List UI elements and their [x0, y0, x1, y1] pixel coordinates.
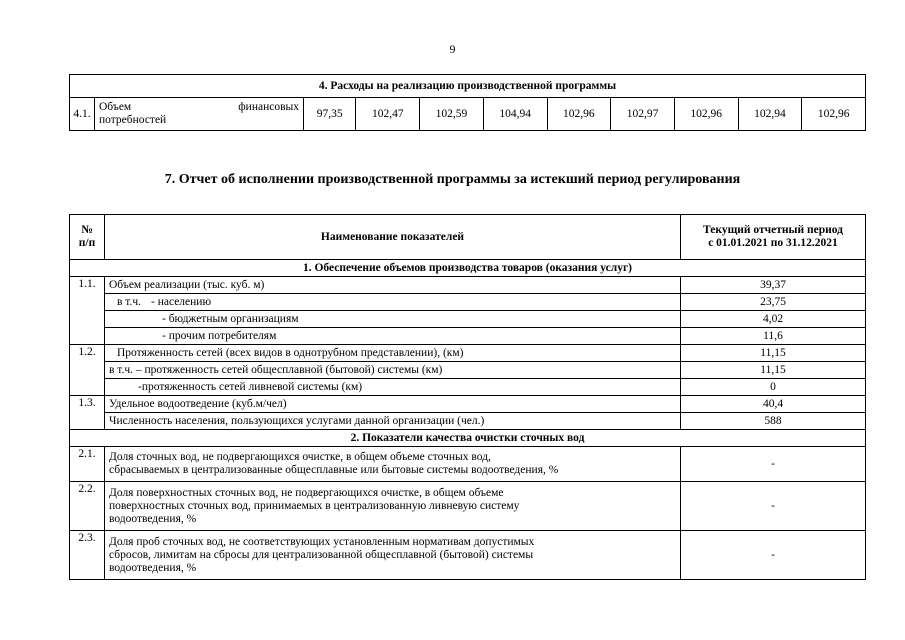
row-value: 588: [681, 413, 866, 430]
row-number: 1.3.: [70, 396, 105, 430]
row-value: 102,96: [674, 98, 738, 131]
row-value: 23,75: [681, 294, 866, 311]
row-name-word: Объем: [99, 101, 132, 113]
expenses-table: [69, 74, 866, 131]
row-value: 11,6: [681, 328, 866, 345]
table-row: [70, 345, 866, 362]
row-number: 1.1.: [70, 277, 105, 345]
row-value: 11,15: [681, 345, 866, 362]
page-number: 9: [449, 42, 456, 56]
table-row: [70, 311, 866, 328]
row-name-line: сбросов, лимитам на сбросы для централизованной общесплавной (бытовой) системы: [109, 548, 534, 561]
row-value: 102,96: [802, 98, 866, 131]
table-row: [70, 447, 866, 482]
table-row: [70, 379, 866, 396]
header-name: Наименование показателей: [105, 215, 681, 260]
row-number: 4.1.: [70, 98, 95, 131]
row-value: 102,94: [738, 98, 802, 131]
row-value: 4,02: [681, 311, 866, 328]
header-period: [681, 215, 866, 260]
row-value: 102,97: [611, 98, 675, 131]
section-heading: 1. Обеспечение объемов производства товаров (оказания услуг): [70, 260, 866, 277]
row-name-line: потребностей: [99, 114, 167, 126]
row-value: 0: [681, 379, 866, 396]
row-name-line: Доля поверхностных сточных вод, не подвергающихся очистке, в общем объеме: [109, 486, 504, 499]
section-row: [70, 430, 866, 447]
row-name-line: водоотведения, %: [109, 512, 197, 525]
table-row: [70, 98, 866, 131]
row-value: 102,59: [420, 98, 484, 131]
row-name-line: Доля проб сточных вод, не соответствующих установленным нормативам допустимых: [109, 535, 535, 548]
row-prefix: в т.ч.: [117, 295, 141, 308]
header-period-line: Текущий отчетный период: [703, 224, 843, 236]
expenses-table-header-row: [70, 75, 866, 98]
row-name: Протяженность сетей (всех видов в однотрубном представлении), (км): [105, 345, 681, 362]
row-name: [105, 531, 681, 580]
row-name: - бюджетным организациям: [105, 311, 681, 328]
table-row: [70, 294, 866, 311]
expenses-table-header: 4. Расходы на реализацию производственной программы: [70, 75, 866, 98]
header-period-line: с 01.01.2021 по 31.12.2021: [708, 237, 838, 249]
section-heading: 2. Показатели качества очистки сточных вод: [70, 430, 866, 447]
row-name: -протяженность сетей ливневой системы (км): [105, 379, 681, 396]
report-table-header-row: [70, 215, 866, 260]
row-number: 1.2.: [70, 345, 105, 396]
table-row: [70, 362, 866, 379]
row-value: 39,37: [681, 277, 866, 294]
header-num: [70, 215, 105, 260]
row-name: [105, 294, 681, 311]
row-name-line: водоотведения, %: [109, 561, 197, 574]
row-value: -: [681, 447, 866, 482]
row-name: в т.ч. – протяженность сетей общесплавной (бытовой) системы (км): [105, 362, 681, 379]
table-row: [70, 531, 866, 580]
table-row: [70, 277, 866, 294]
row-number: 2.1.: [70, 447, 105, 482]
report-table: [69, 214, 866, 580]
row-value: 40,4: [681, 396, 866, 413]
row-value: 104,94: [483, 98, 547, 131]
row-name: Численность населения, пользующихся услугами данной организации (чел.): [105, 413, 681, 430]
row-name-line: сбрасываемых в централизованные общесплавные или бытовые системы водоотведения, %: [109, 464, 559, 476]
table-row: [70, 413, 866, 430]
row-value: -: [681, 531, 866, 580]
section-row: [70, 260, 866, 277]
row-value: 102,47: [356, 98, 420, 131]
row-number: 2.2.: [70, 482, 105, 531]
row-value: -: [681, 482, 866, 531]
row-value: 102,96: [547, 98, 611, 131]
table-row: [70, 396, 866, 413]
row-name-text: - населению: [151, 295, 212, 308]
row-name: [95, 98, 304, 131]
table-row: [70, 482, 866, 531]
row-value: 11,15: [681, 362, 866, 379]
row-name: Удельное водоотведение (куб.м/чел): [105, 396, 681, 413]
section-title: 7. Отчет об исполнении производственной программы за истекший период регулирования: [164, 172, 741, 187]
header-num-line: №: [81, 224, 93, 236]
row-value: 97,35: [304, 98, 356, 131]
row-name: - прочим потребителям: [105, 328, 681, 345]
row-name: Объем реализации (тыс. куб. м): [105, 277, 681, 294]
row-name-line: Доля сточных вод, не подвергающихся очистке, в общем объеме сточных вод,: [109, 451, 491, 463]
row-name: [105, 447, 681, 482]
row-name-word: финансовых: [238, 101, 299, 113]
header-num-line: п/п: [78, 237, 96, 249]
row-name: [105, 482, 681, 531]
row-number: 2.3.: [70, 531, 105, 580]
table-row: [70, 328, 866, 345]
row-name-line: поверхностных сточных вод, принимаемых в централизованную ливневую систему: [109, 499, 520, 512]
